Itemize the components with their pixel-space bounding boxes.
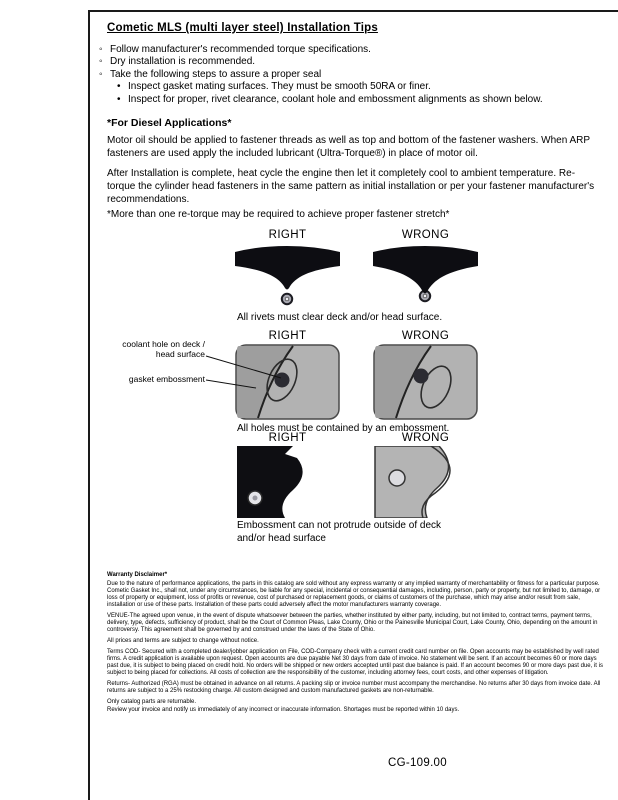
right-column-label: RIGHT — [268, 330, 307, 342]
protrusion-caption: Embossment can not protrude outside of deck and/or head surface — [237, 520, 442, 544]
hole-not-contained-illustration — [373, 344, 478, 420]
page-border-left — [88, 10, 90, 800]
warranty-paragraph: Review your invoice and notify us immediately of any incorrect or inaccurate information. Shortages must be reported within 10 days. — [107, 706, 460, 713]
page-title: Cometic MLS (multi layer steel) Installation Tips — [107, 22, 378, 34]
retorque-note: *More than one re-torque may be required to achieve proper fastener stretch* — [107, 209, 450, 220]
warranty-paragraph: VENUE-The agreed upon venue, in the event of dispute whatsoever between the parties, whether instituted by either party, including, but not limited to, contract terms, payment terms, delivery, type, defects, sufficiency of product, shall be the Court of Common Pleas, Lake County, Ohio or the Painesville Municipal Court, Lake County, Ohio, depending on the amount in controversy. This agreement shall be governed by and construed under the laws of the State of Ohio. — [107, 613, 598, 633]
catalog-page-code: CG-109.00 — [388, 757, 447, 769]
rivet-overlap-illustration — [373, 244, 478, 308]
gasket-embossment-label: gasket embossment — [128, 374, 205, 384]
list-item: ◦ Dry installation is recommended. — [99, 56, 604, 68]
warranty-disclaimer — [107, 572, 605, 718]
right-column-label: RIGHT — [268, 229, 307, 241]
wrong-column-label: WRONG — [401, 229, 450, 241]
warranty-paragraph: Due to the nature of performance applications, the parts in this catalog are sold without any express warranty or any implied warranty of merchantability or fitness for a particular purpose. Cometic Gasket Inc., shall not, under any circumstances, be liable for any special, incidental or consequential damages, including, person, party or property, but not limited to, damage, or loss of property or equipment, loss of profits or revenue, cost of purchased or replacement goods, or claims of customers of the purchase, which may arise and/or result from sale, installation or use of these parts. Installation of these parts could adversely affect the motor manufacturers warranty coverage. — [107, 581, 601, 608]
wrong-column-label: WRONG — [401, 330, 450, 342]
right-column-label: RIGHT — [268, 432, 307, 444]
diesel-paragraph-1: Motor oil should be applied to fastener threads as well as top and bottom of the fastener washers. When ARP fasteners are used apply the included lubricant (Ultra-Torque®) in place of motor oil. — [107, 135, 590, 159]
embossment-containment-wrong-diagram — [373, 344, 478, 420]
warranty-heading: Warranty Disclaimer* — [107, 572, 168, 578]
warranty-paragraph: Terms COD- Secured with a completed dealer/jobber application on File, COD-Company check with a current credit card number on file. Open accounts may be established by well rated firms. A credit application is available upon request. Open accounts are due payable Net 30 days from date of invoice. No statement will be sent. If an account becomes 60 or more days past due, it is subject to being placed on credit hold. No orders will be shipped or new orders accepted until past due balance is paid. If an account becomes 90 or more days past due, it is subject to being placed for collections. All costs of collection are the responsibility of the customer, including attorney fees, court costs, and other expenses of litigation. — [107, 649, 603, 676]
rivet-clearance-wrong-diagram — [373, 244, 478, 308]
page-border-top — [88, 10, 618, 12]
wrong-column-label: WRONG — [401, 432, 450, 444]
holes-caption: All holes must be contained by an embossment. — [237, 423, 450, 434]
rivet-caption: All rivets must clear deck and/or head surface. — [237, 312, 443, 323]
protrusion-wrong-diagram — [373, 446, 478, 518]
coolant-hole-label: coolant hole on deck / head surface — [122, 339, 205, 359]
warranty-paragraph: Only catalog parts are returnable. — [107, 699, 197, 705]
annotation-pointer-lines — [203, 344, 288, 399]
tips-list — [99, 44, 604, 106]
diesel-applications-heading: *For Diesel Applications* — [107, 117, 232, 129]
list-item: ◦ Follow manufacturer's recommended torque specifications. — [99, 44, 604, 56]
embossment-inside-illustration — [235, 446, 340, 518]
embossment-protruding-illustration — [373, 446, 478, 518]
list-sub-item: • Inspect for proper, rivet clearance, coolant hole and embossment alignments as shown below. — [117, 94, 604, 106]
list-sub-item: • Inspect gasket mating surfaces. They must be smooth 50RA or finer. — [117, 81, 604, 93]
rivet-clearance-right-diagram — [235, 244, 340, 308]
diesel-paragraph-2: After Installation is complete, heat cycle the engine then let it completely cool to ambient temperature. Re-torque the cylinder head fasteners in the same pattern as initial installation or per your fastener manufacturer's recommendations. — [107, 168, 595, 205]
warranty-paragraph: Returns- Authorized (RGA) must be obtained in advance on all returns. A packing slip or invoice number must accompany the merchandise. No returns after 30 days from invoice date. All returns are subject to a 25% restocking charge. All custom designed and custom manufactured gaskets are non-returnable. — [107, 681, 601, 694]
warranty-paragraph: All prices and terms are subject to change without notice. — [107, 638, 259, 644]
list-item: ◦ Take the following steps to assure a proper seal — [99, 69, 604, 81]
protrusion-right-diagram — [235, 446, 340, 518]
rivet-clear-illustration — [235, 244, 340, 308]
